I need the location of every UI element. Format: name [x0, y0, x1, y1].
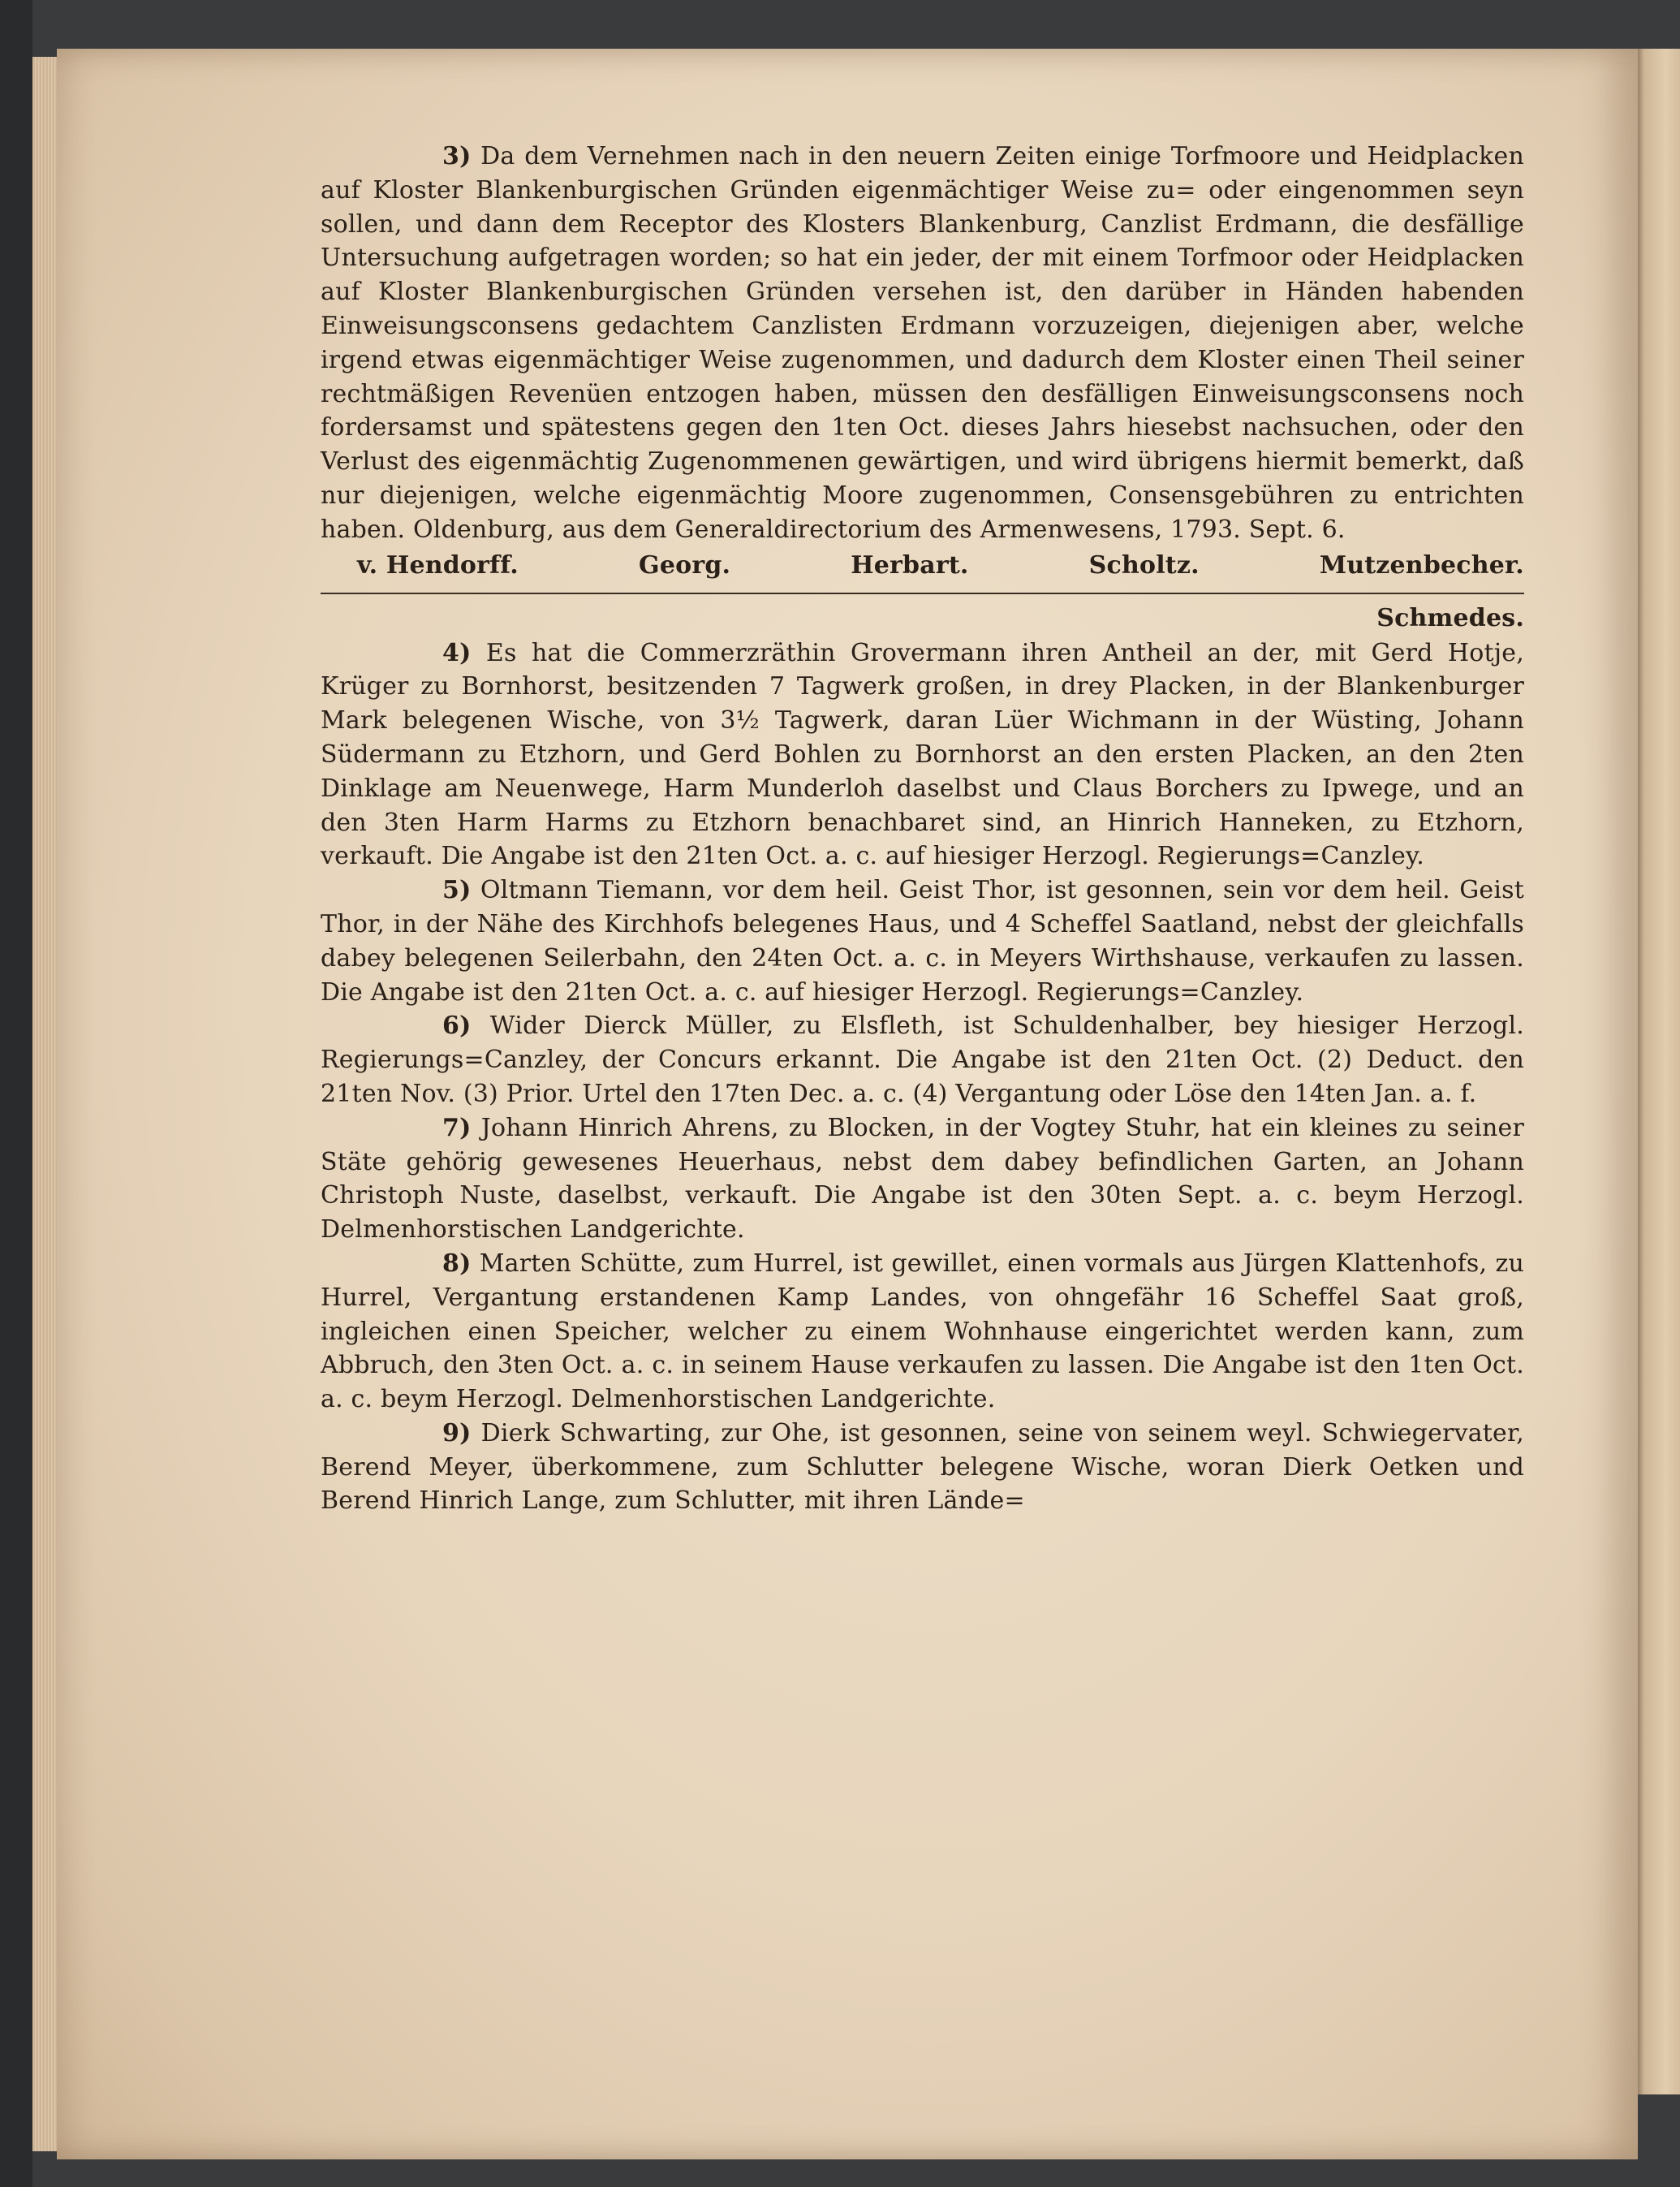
- notice-4: [321, 636, 1524, 874]
- notice-7: [321, 1111, 1524, 1247]
- signatory: v. Hendorff.: [357, 550, 519, 580]
- page-stack-edge: [32, 57, 57, 2151]
- notice-number: 9): [442, 1418, 472, 1447]
- facing-page-edge: [1633, 49, 1680, 2094]
- scan-background: [0, 0, 32, 2187]
- notice-text: Wider Dierck Müller, zu Elsfleth, ist Schuldenhalber, bey hiesiger Herzogl. Regierungs=Canzley, der Concurs erkannt. Die Angabe ist den 21ten Oct. (2) Deduct. den 21ten Nov. (3) Prior. Urtel den 17ten Dec. a. c. (4) Vergantung oder Löse den 14ten Jan. a. f.: [321, 1012, 1524, 1108]
- notice-number: 6): [442, 1012, 472, 1041]
- notice-text: Es hat die Commerzräthin Grovermann ihren Antheil an der, mit Gerd Hotje, Krüger zu Bornhorst, besitzenden 7 Tagwerk großen, in drey Placken, in der Blankenburger Mark belegenen Wische, von 3½ Tagwerk, daran Lüer Wichmann in der Wüsting, Johann Südermann zu Etzhorn, und Gerd Bohlen zu Bornhorst an den ersten Placken, an den 2ten Dinklage am Neuenwege, Harm Munderloh daselbst und Claus Borchers zu Ipwege, und an den 3ten Harm Harms zu Etzhorn benachbaret sind, an Hinrich Hanneken, zu Etzhorn, verkauft. Die Angabe ist den 21ten Oct. a. c. auf hiesiger Herzogl. Regierungs=Canzley.: [321, 638, 1524, 871]
- notice-text: Da dem Vernehmen nach in den neuern Zeiten einige Torfmoore und Heidplacken auf Kloster Blankenburgischen Gründen eigenmächtiger Weise zu= oder eingenommen seyn sollen, und dann dem Receptor des Klosters Blankenburg, Canzlist Erdmann, die desfällige Untersuchung aufgetragen worden; so hat ein jeder, der mit einem Torfmoor oder Heidplacken auf Kloster Blankenburgischen Gründen versehen ist, den darüber in Händen habenden Einweisungsconsens gedachtem Canzlisten Erdmann vorzuzeigen, diejenigen aber, welche irgend etwas eigenmächtiger Weise zugenommen, und dadurch dem Kloster einen Theil seiner rechtmäßigen Revenüen entzogen haben, müssen den desfälligen Einweisungsconsens noch fordersamst und spätestens gegen den 1ten Oct. dieses Jahrs hiesebst nachsuchen, oder den Verlust des eigenmächtig Zugenommenen gewärtigen, und wird übrigens hiermit bemerkt, daß nur diejenigen, welche eigenmächtig Moore zugenommen, Consensgebühren zu entrichten haben. Oldenburg, aus dem Generaldirectorium des Armenwesens, 1793. Sept. 6.: [321, 142, 1524, 544]
- notice-number: 7): [442, 1113, 472, 1142]
- notice-8: [321, 1247, 1524, 1417]
- notice-text: Dierk Schwarting, zur Ohe, ist gesonnen, seine von seinem weyl. Schwiegervater, Berend Meyer, überkommene, zum Schlutter belegene Wische, woran Dierk Oetken und Berend Hinrich Lange, zum Schlutter, mit ihren Lände=: [321, 1418, 1524, 1516]
- separator-rule: [321, 593, 1524, 594]
- notice-9: [321, 1417, 1524, 1518]
- notice-text: Marten Schütte, zum Hurrel, ist gewillet, einen vormals aus Jürgen Klattenhofs, zu Hurrel, Vergantung erstandenen Kamp Landes, von ohngefähr 16 Scheffel Saat groß, ingleichen einen Speicher, welcher zu einem Wohnhause eingerichtet werden kann, zum Abbruch, den 3ten Oct. a. c. in seinem Hause verkaufen zu lassen. Die Angabe ist den 1ten Oct. a. c. beym Herzogl. Delmenhorstischen Landgerichte.: [321, 1249, 1524, 1414]
- notice-text: Oltmann Tiemann, vor dem heil. Geist Thor, ist gesonnen, sein vor dem heil. Geist Thor, in der Nähe des Kirchhofs belegenes Haus, und 4 Scheffel Saatland, nebst der gleichfalls dabey belegenen Seilerbahn, den 24ten Oct. a. c. in Meyers Wirthshause, verkaufen zu lassen. Die Angabe ist den 21ten Oct. a. c. auf hiesiger Herzogl. Regierungs=Canzley.: [321, 876, 1524, 1007]
- notice-text: Johann Hinrich Ahrens, zu Blocken, in der Vogtey Stuhr, hat ein kleines zu seiner Stäte gehörig gewesenes Heuerhaus, nebst dem dabey befindlichen Garten, an Johann Christoph Nuste, daselbst, verkauft. Die Angabe ist den 30ten Sept. a. c. beym Herzogl. Delmenhorstischen Landgerichte.: [321, 1113, 1524, 1244]
- notice-number: 3): [442, 142, 472, 170]
- notice-number: 8): [442, 1249, 472, 1278]
- signatory-last: Schmedes.: [1376, 603, 1524, 632]
- notice-number: 4): [442, 638, 472, 667]
- notice-3: [321, 140, 1524, 547]
- notice-5: [321, 874, 1524, 1009]
- notice-6: [321, 1009, 1524, 1111]
- signatory: Herbart.: [851, 550, 969, 580]
- signatories-row: [321, 547, 1524, 584]
- page-text: [321, 140, 1524, 1518]
- signatory: Mutzenbecher.: [1319, 550, 1524, 580]
- notice-number: 5): [442, 876, 472, 905]
- signatory: Georg.: [639, 550, 731, 580]
- signatory: Scholtz.: [1088, 550, 1200, 580]
